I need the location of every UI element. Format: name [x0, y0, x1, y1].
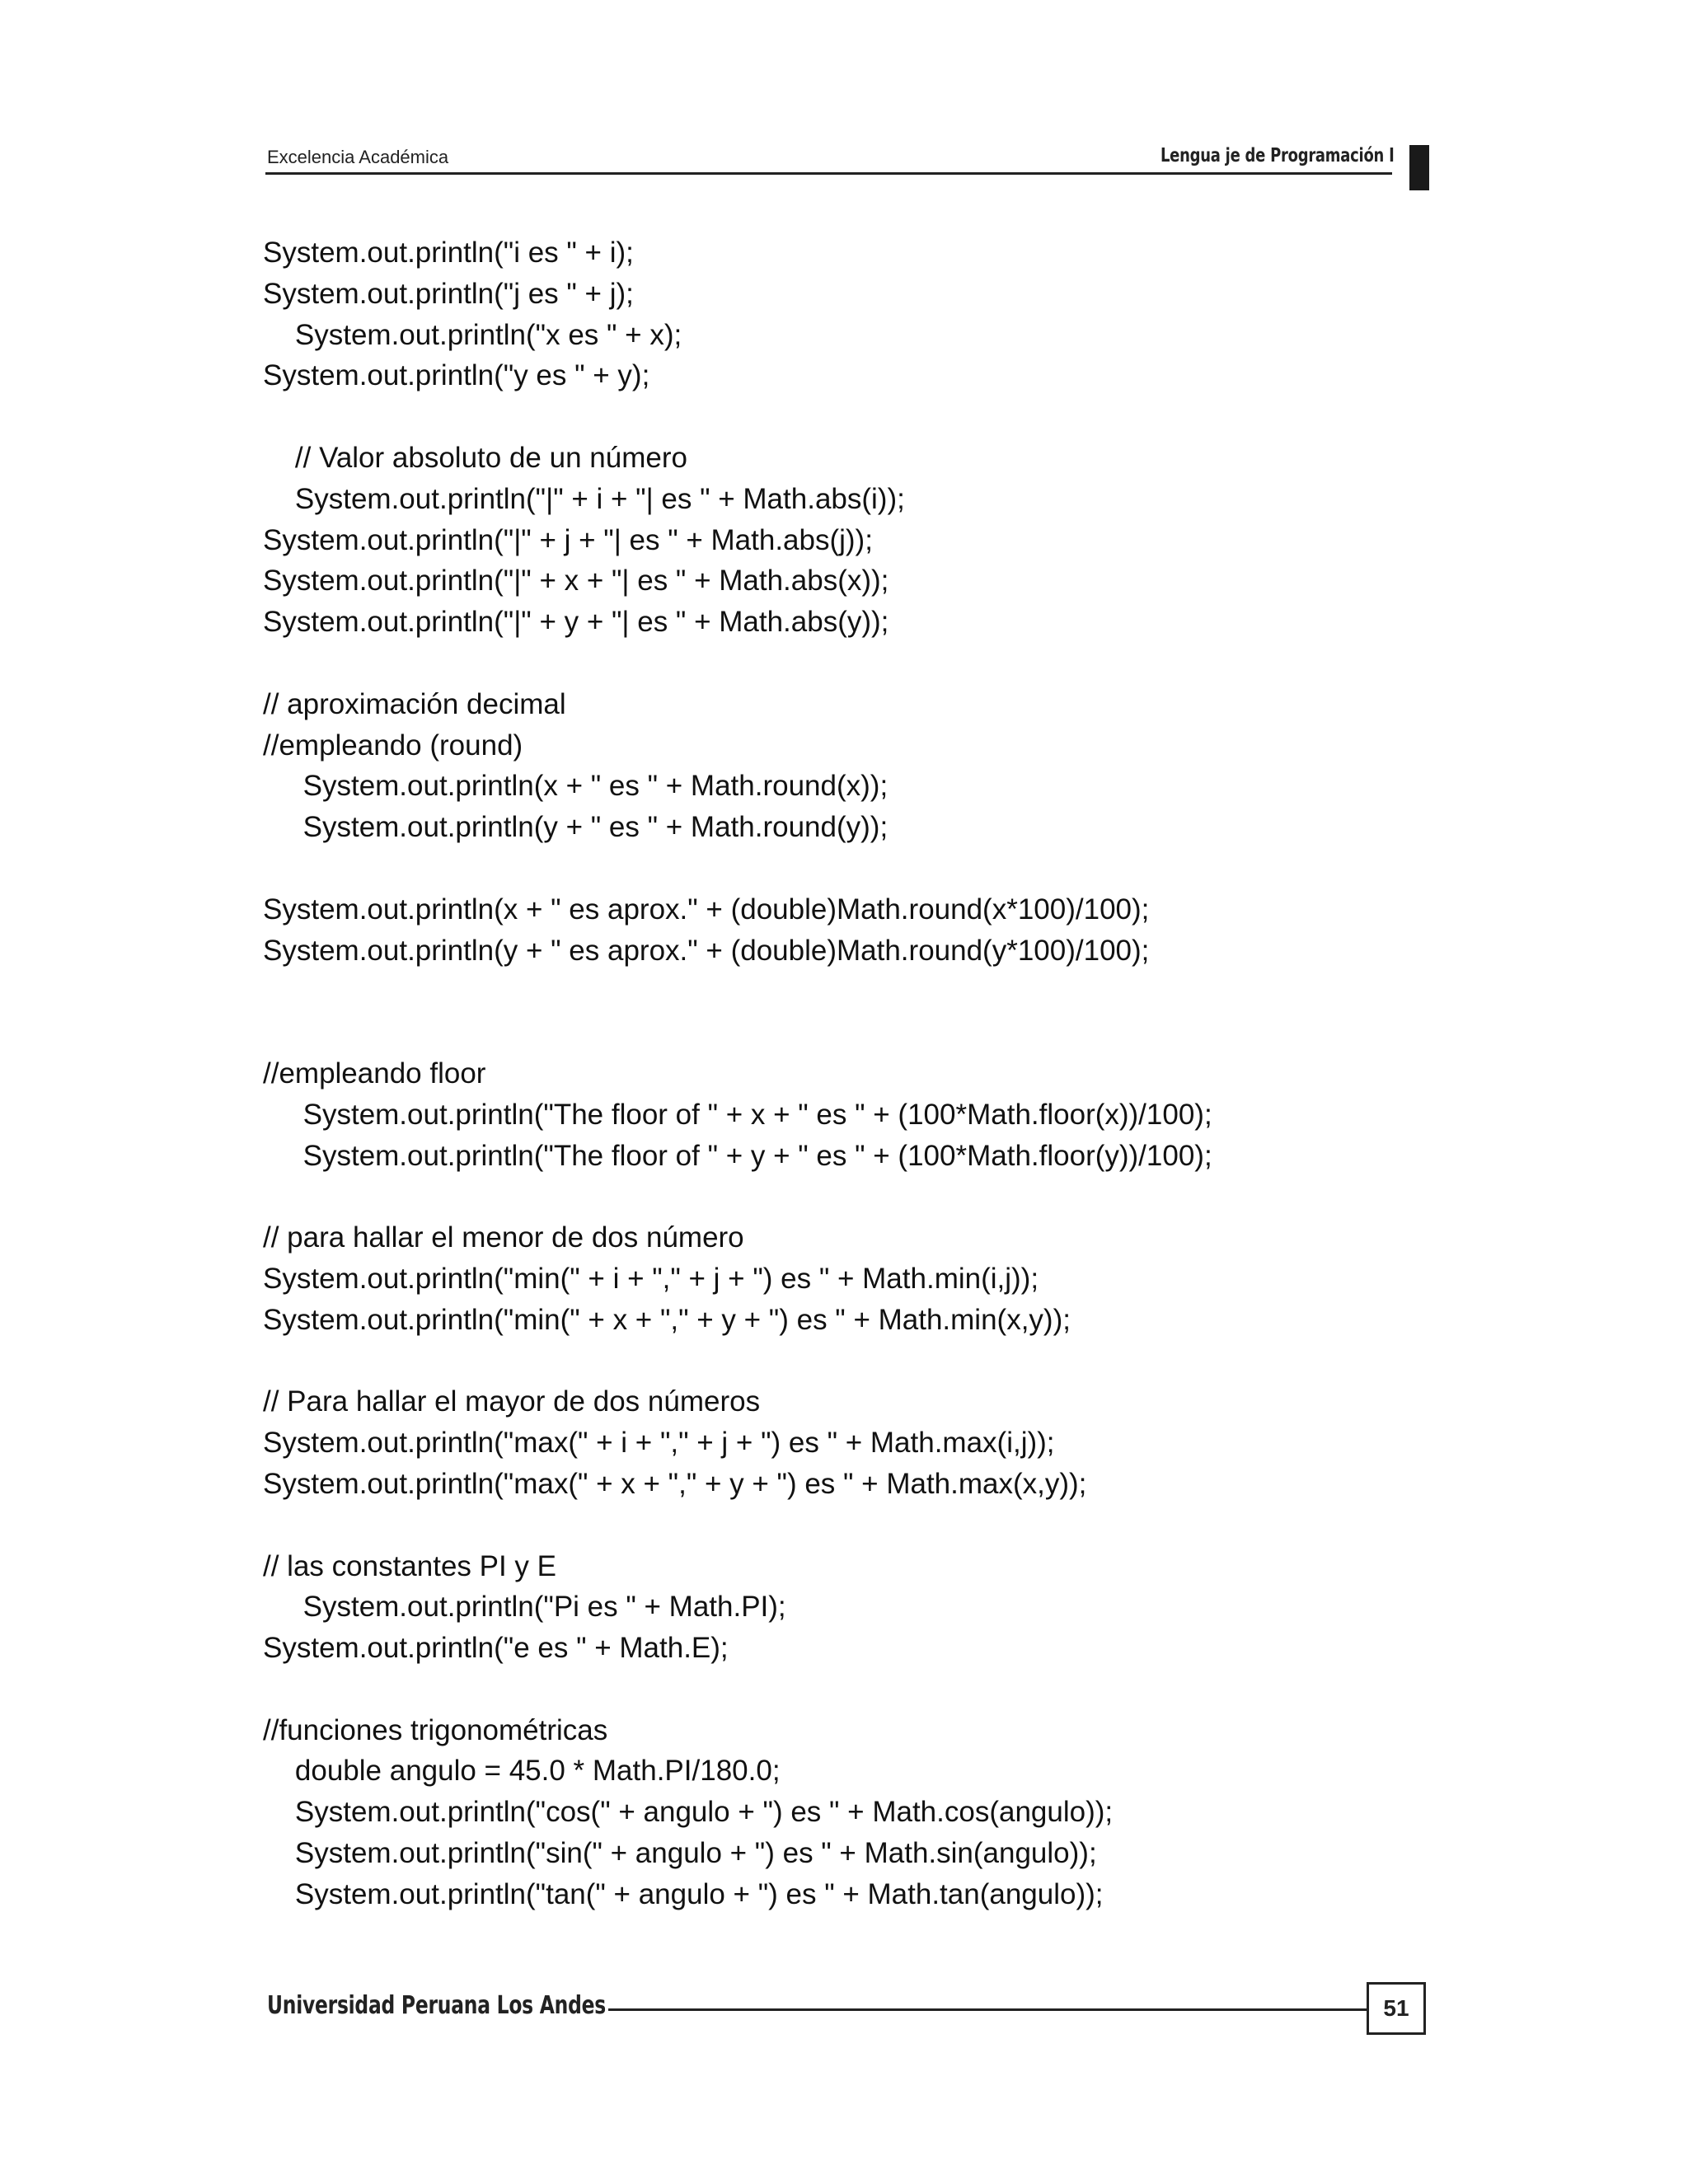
code-line — [263, 971, 1212, 1012]
code-line: System.out.println("tan(" + angulo + ") es " + Math.tan(angulo)); — [263, 1877, 1104, 1910]
code-line: System.out.println("cos(" + angulo + ") es " + Math.cos(angulo)); — [263, 1796, 1114, 1829]
header-left-title: Excelencia Académica — [267, 147, 449, 167]
code-line: System.out.println("Pi es " + Math.PI); — [263, 1591, 786, 1624]
header-divider — [265, 172, 1392, 175]
code-line — [263, 1341, 1212, 1382]
code-line: //funciones trigonométricas — [263, 1713, 608, 1746]
code-line — [263, 1505, 1212, 1546]
code-line: System.out.println(y + " es " + Math.round(y)); — [263, 811, 889, 844]
code-line: System.out.println("x es " + x); — [263, 318, 682, 351]
code-line: //empleando (round) — [263, 729, 523, 762]
code-line: // aproximación decimal — [263, 687, 566, 720]
code-line: double angulo = 45.0 * Math.PI/180.0; — [263, 1755, 781, 1788]
code-line — [263, 1012, 1212, 1053]
code-line: // las constantes PI y E — [263, 1549, 556, 1582]
code-line: System.out.println(x + " es aprox." + (double)Math.round(x*100)/100); — [263, 893, 1150, 926]
code-line: System.out.println("max(" + i + "," + j + ") es " + Math.max(i,j)); — [263, 1427, 1055, 1460]
code-line: // Valor absoluto de un número — [263, 441, 687, 474]
code-line: System.out.println("|" + j + "| es " + Math.abs(j)); — [263, 523, 873, 556]
code-line: // Para hallar el mayor de dos números — [263, 1385, 761, 1418]
code-line: System.out.println("The floor of " + y + " es " + (100*Math.floor(y))/100); — [263, 1139, 1212, 1172]
code-line: //empleando floor — [263, 1057, 486, 1090]
code-line — [263, 643, 1212, 684]
code-line: System.out.println("|" + i + "| es " + Math.abs(i)); — [263, 482, 905, 515]
code-line: // para hallar el menor de dos número — [263, 1221, 744, 1254]
code-line: System.out.println("min(" + x + "," + y + ") es " + Math.min(x,y)); — [263, 1303, 1071, 1336]
code-line: System.out.println("i es " + i); — [263, 237, 634, 269]
footer-divider — [608, 2008, 1367, 2011]
code-listing — [263, 232, 1212, 1915]
code-line — [263, 396, 1212, 438]
code-line — [263, 1176, 1212, 1217]
code-line: System.out.println("|" + x + "| es " + Math.abs(x)); — [263, 565, 889, 598]
code-line: System.out.println(y + " es aprox." + (double)Math.round(y*100)/100); — [263, 934, 1150, 967]
code-line: System.out.println("|" + y + "| es " + Math.abs(y)); — [263, 606, 889, 639]
code-line: System.out.println("min(" + i + "," + j + ") es " + Math.min(i,j)); — [263, 1262, 1039, 1295]
code-line: System.out.println("j es " + j); — [263, 277, 634, 310]
header-marker-block — [1409, 145, 1429, 190]
code-line: System.out.println("y es " + y); — [263, 359, 650, 392]
code-line — [263, 848, 1212, 889]
header-right-title: Lengua je de Programación I — [1160, 145, 1395, 166]
footer-university-name: Universidad Peruana Los Andes — [267, 1991, 606, 2020]
page-number: 51 — [1367, 1982, 1426, 2035]
code-line: System.out.println("e es " + Math.E); — [263, 1632, 729, 1665]
code-line: System.out.println("The floor of " + x + " es " + (100*Math.floor(x))/100); — [263, 1098, 1212, 1131]
code-line: System.out.println("max(" + x + "," + y + ") es " + Math.max(x,y)); — [263, 1467, 1087, 1500]
code-line: System.out.println("sin(" + angulo + ") es " + Math.sin(angulo)); — [263, 1837, 1097, 1870]
code-line — [263, 1669, 1212, 1710]
code-line: System.out.println(x + " es " + Math.round(x)); — [263, 770, 889, 803]
